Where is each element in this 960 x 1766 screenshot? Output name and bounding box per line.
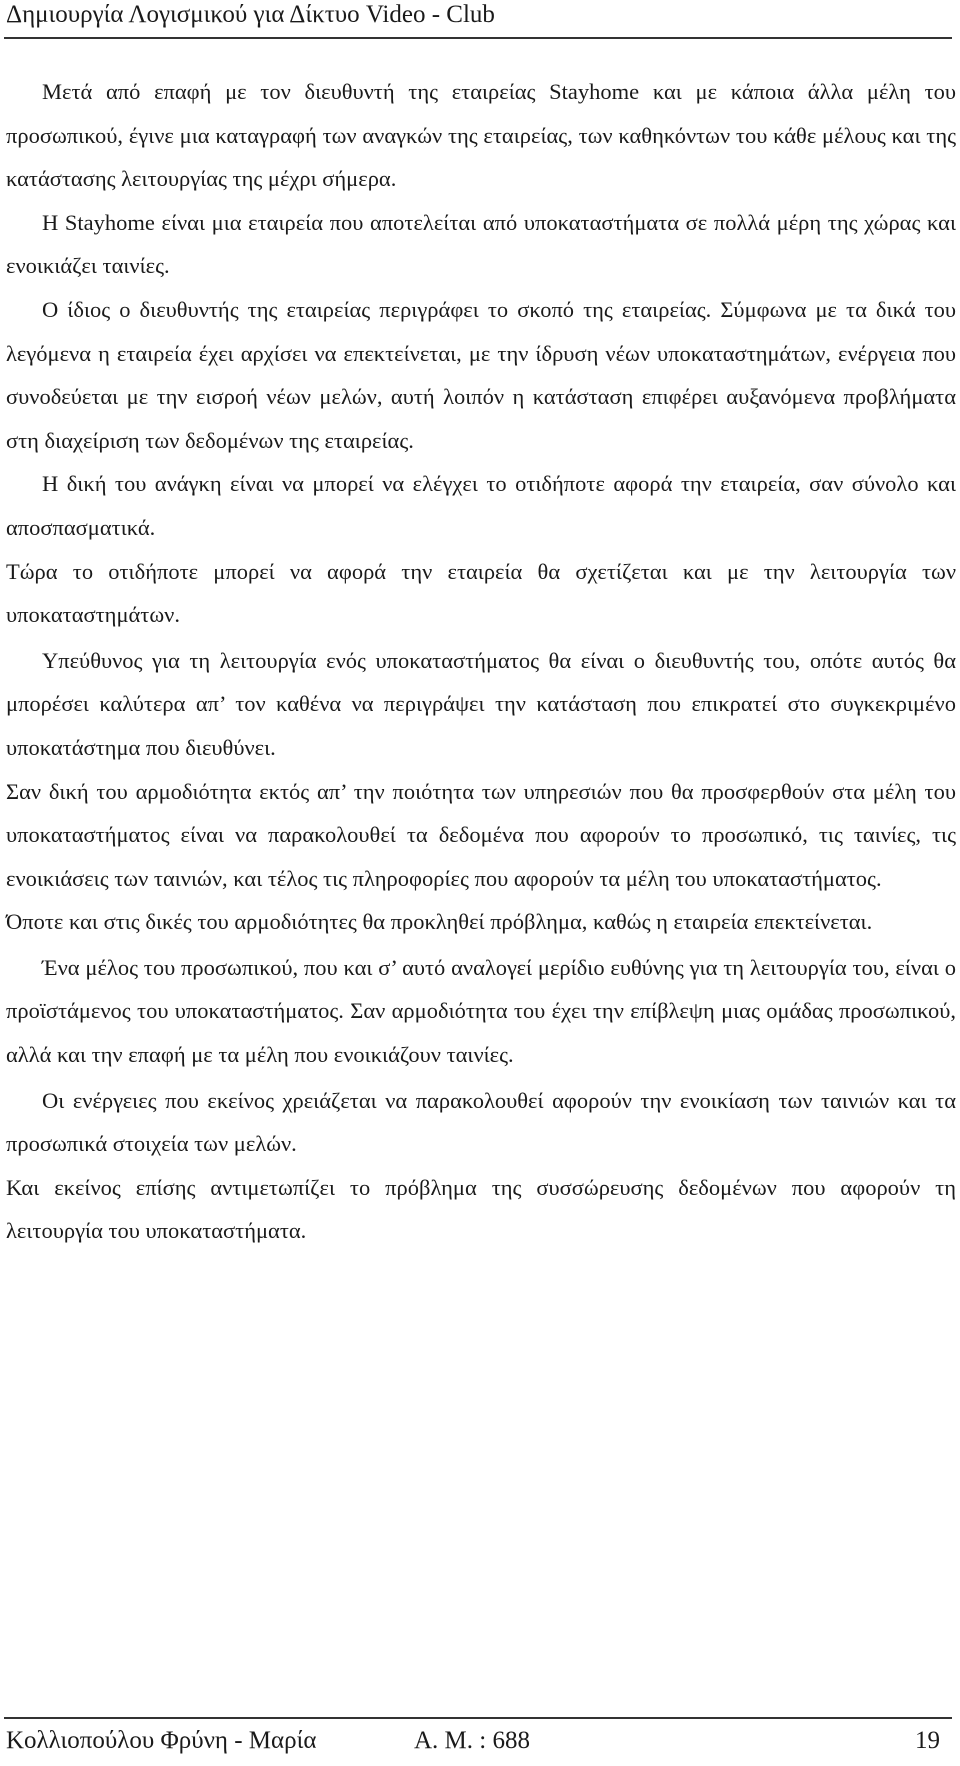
paragraph-3: Ο ίδιος ο διευθυντής της εταιρείας περιγράφει το σκοπό της εταιρείας. Σύμφωνα με τα δικά του λεγόμενα η εταιρεία έχει αρχίσει να επεκτείνεται, με την ίδρυση νέων υποκαταστημάτων, ενέργεια που συνοδεύεται με την εισροή νέων μελών, αυτή λοιπόν η κατάσταση επιφέρει αυξανόμενα προβλήματα στη διαχείριση των δεδομένων της εταιρείας. xyxy=(6,296,956,453)
footer-author: Κολλιοπούλου Φρύνη - Μαρία xyxy=(6,1727,317,1754)
footer-student-id: Α. Μ. : 688 xyxy=(414,1727,530,1754)
paragraph-5: Τώρα το οτιδήποτε μπορεί να αφορά την εταιρεία θα σχετίζεται και με την λειτουργία των υποκαταστημάτων. xyxy=(6,558,956,628)
paragraph-6: Υπεύθυνος για τη λειτουργία ενός υποκαταστήματος θα είναι ο διευθυντής του, οπότε αυτός θα μπορέσει καλύτερα απ’ τον καθένα να περιγράψει την κατάσταση που επικρατεί στο συγκεκριμένο υποκατάστημα που διευθύνει. xyxy=(6,647,956,760)
header-divider xyxy=(4,37,952,39)
paragraph-2: Η Stayhome είναι μια εταιρεία που αποτελείται από υποκαταστήματα σε πολλά μέρη της χώρας και ενοικιάζει ταινίες. xyxy=(6,209,956,279)
paragraph-1: Μετά από επαφή με τον διευθυντή της εταιρείας Stayhome και με κάποια άλλα μέλη του προσωπικού, έγινε μια καταγραφή των αναγκών της εταιρείας, των καθηκόντων του κάθε μέλους και της κατάστασης λειτουργίας της μέχρι σήμερα. xyxy=(6,79,956,192)
paragraph-10: Οι ενέργειες που εκείνος χρειάζεται να παρακολουθεί αφορούν την ενοικίαση των ταινιών και τα προσωπικά στοιχεία των μελών. xyxy=(6,1087,956,1157)
paragraph-7: Σαν δική του αρμοδιότητα εκτός απ’ την ποιότητα των υπηρεσιών που θα προσφερθούν στα μέλη του υποκαταστήματος είναι να παρακολουθεί τα δεδομένα που αφορούν το προσωπικό, τις ταινίες, τις ενοικιάσεις των ταινιών, και τέλος τις πληροφορίες που αφορούν τα μέλη του υποκαταστήματος. xyxy=(6,778,956,891)
document-body xyxy=(6,70,956,1253)
paragraph-9: Ένα μέλος του προσωπικού, που και σ’ αυτό αναλογεί μερίδιο ευθύνης για τη λειτουργία του, είναι ο προϊστάμενος του υποκαταστήματος. Σαν αρμοδιότητα του έχει την επίβλεψη μιας ομάδας προσωπικού, αλλά και την επαφή με τα μέλη που ενοικιάζουν ταινίες. xyxy=(6,954,956,1068)
footer-page-number: 19 xyxy=(915,1727,940,1754)
footer-divider xyxy=(4,1717,952,1719)
paragraph-11: Και εκείνος επίσης αντιμετωπίζει το πρόβλημα της συσσώρευσης δεδομένων που αφορούν τη λειτουργία του υποκαταστήματα. xyxy=(6,1174,956,1244)
paragraph-4: Η δική του ανάγκη είναι να μπορεί να ελέγχει το οτιδήποτε αφορά την εταιρεία, σαν σύνολο και αποσπασματικά. xyxy=(6,471,956,540)
page-header-title: Δημιουργία Λογισμικού για Δίκτυο Video - Club xyxy=(6,1,495,28)
paragraph-8: Όποτε και στις δικές του αρμοδιότητες θα προκληθεί πρόβλημα, καθώς η εταιρεία επεκτείνεται. xyxy=(6,909,873,935)
